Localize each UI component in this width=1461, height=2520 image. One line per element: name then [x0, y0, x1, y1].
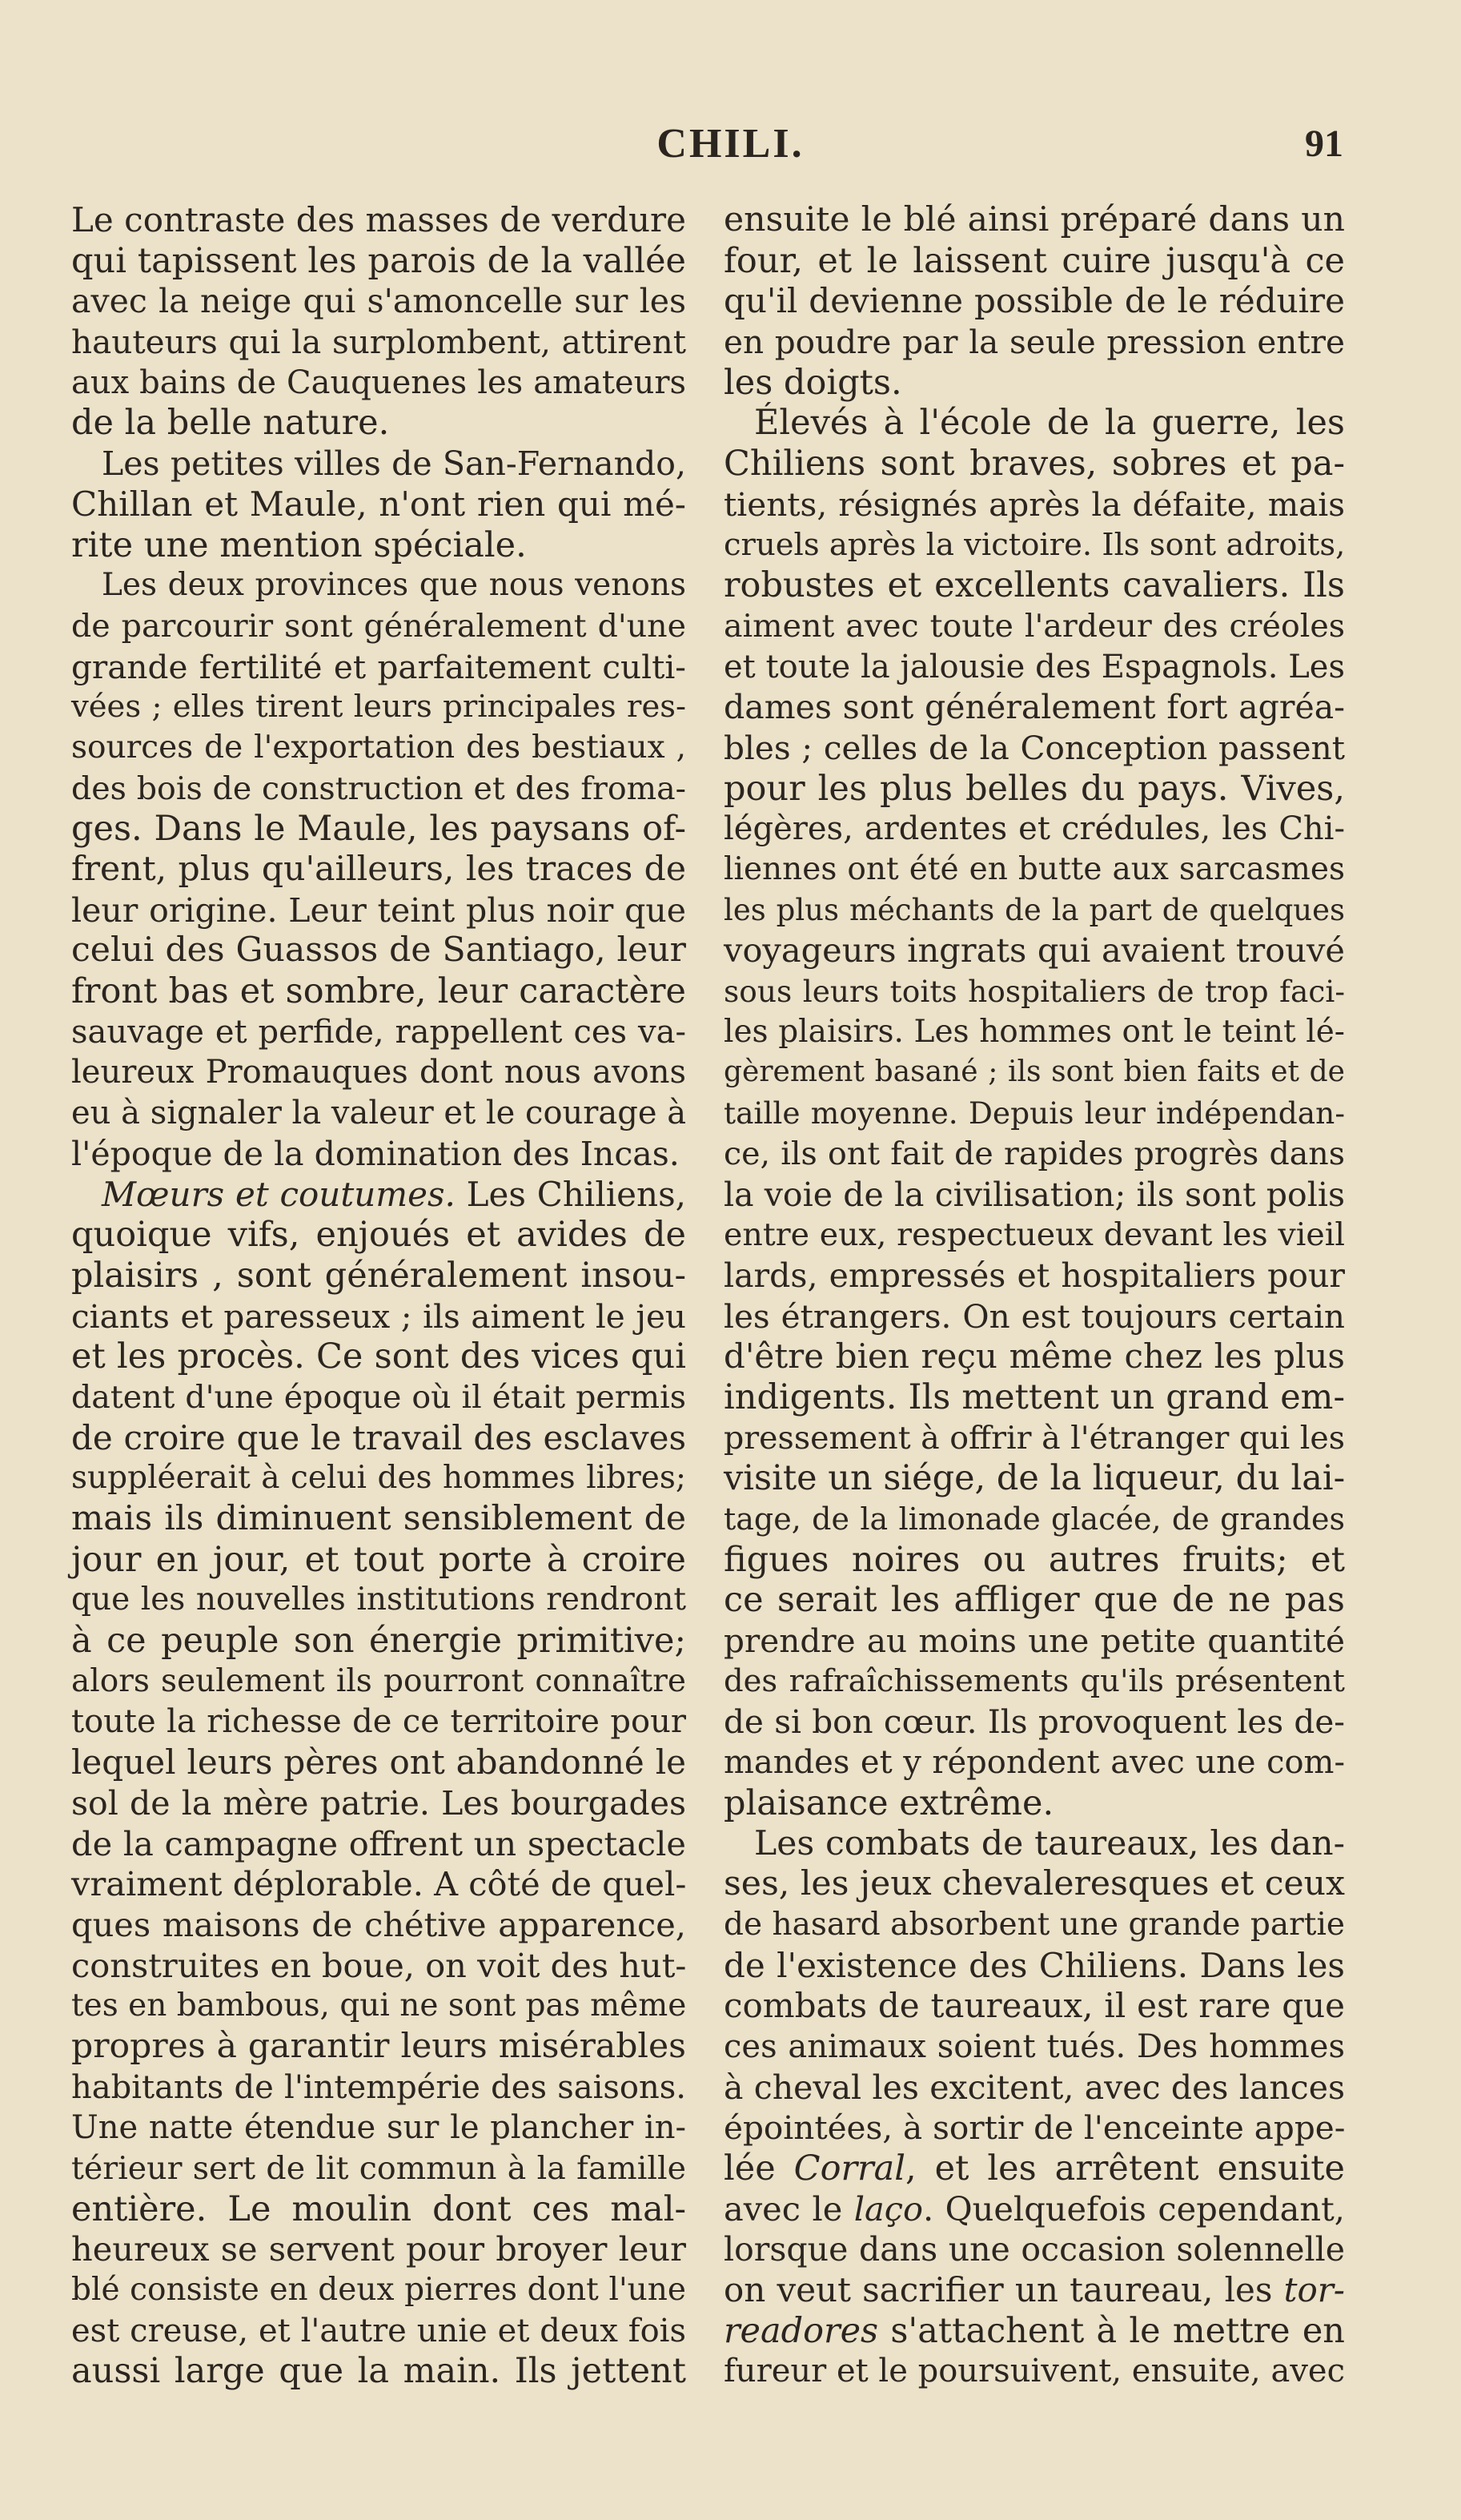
- text-line: on veut sacrifier un taureau, les tor-: [724, 2270, 1345, 2310]
- text-line: heureux se servent pour broyer leur: [71, 2229, 686, 2269]
- text-line: plaisirs , sont généralement insou-: [71, 1255, 686, 1296]
- text-line: aiment avec toute l'ardeur des créoles: [724, 607, 1345, 645]
- text-line: qui tapissent les parois de la vallée: [71, 240, 686, 281]
- text-line: gèrement basané ; ils sont bien faits et de: [724, 1055, 1345, 1089]
- text-line: grande fertilité et parfaitement culti-: [71, 647, 686, 686]
- text-line: taille moyenne. Depuis leur indépendan-: [724, 1095, 1345, 1131]
- text-line: entière. Le moulin dont ces mal-: [71, 2188, 686, 2229]
- text-line: visite un siége, de la liqueur, du lai-: [724, 1458, 1346, 1499]
- text-line: est creuse, et l'autre unie et deux fois: [71, 2312, 686, 2349]
- text-line: aux bains de Cauquenes les amateurs: [71, 364, 686, 401]
- text-line: sous leurs toits hospitaliers de trop faci-: [724, 974, 1345, 1010]
- text-line: les plaisirs. Les hommes ont le teint lé-: [724, 1013, 1345, 1050]
- text-line: front bas et sombre, leur caractère: [71, 971, 686, 1012]
- text-line: dames sont généralement fort agréa-: [724, 688, 1345, 727]
- text-line: et toute la jalousie des Espagnols. Les: [724, 648, 1345, 685]
- text-line: des rafraîchissements qu'ils présentent: [724, 1662, 1345, 1699]
- left-column: [71, 200, 686, 2392]
- text-line: Le contraste des masses de verdure: [71, 200, 686, 239]
- text-line: Chiliens sont braves, sobres et pa-: [724, 444, 1345, 484]
- text-line: Une natte étendue sur le plancher in-: [71, 2109, 686, 2147]
- text-line: celui des Guassos de Santiago, leur: [71, 930, 686, 971]
- text-line: de si bon cœur. Ils provoquent les de-: [724, 1702, 1345, 1742]
- text-line: les doigts.: [724, 362, 902, 403]
- text-line: habitants de l'intempérie des saisons.: [71, 2068, 686, 2106]
- text-line: l'époque de la domination des Incas.: [71, 1134, 680, 1173]
- text-line: entre eux, respectueux devant les vieil: [724, 1216, 1345, 1254]
- text-line: à ce peuple son énergie primitive;: [71, 1621, 686, 1662]
- text-line: et les procès. Ce sont des vices qui: [71, 1336, 686, 1377]
- text-line: robustes et excellents cavaliers. Ils: [724, 565, 1345, 606]
- text-line: lée Corral, et les arrêtent ensuite: [724, 2148, 1345, 2188]
- text-line: leur origine. Leur teint plus noir que: [71, 890, 686, 930]
- text-line: alors seulement ils pourront connaître: [71, 1662, 686, 1699]
- page-number: 91: [1305, 123, 1343, 165]
- text-line: pressement à offrir à l'étranger qui les: [724, 1419, 1346, 1457]
- text-line: construites en boue, on voit des hut-: [71, 1945, 687, 1985]
- text-line: ces animaux soient tués. Des hommes: [724, 2028, 1345, 2065]
- text-line: avec la neige qui s'amoncelle sur les: [71, 282, 686, 321]
- text-line: liennes ont été en butte aux sarcasmes: [724, 851, 1345, 887]
- text-line: Chillan et Maule, n'ont rien qui mé-: [71, 484, 686, 524]
- text-line: térieur sert de lit commun à la famille: [71, 2150, 686, 2187]
- text-line: jour en jour, et tout porte à croire: [71, 1539, 686, 1580]
- text-line: pour les plus belles du pays. Vives,: [724, 768, 1345, 809]
- text-line: ciants et paresseux ; ils aiment le jeu: [71, 1296, 686, 1336]
- text-line: tes en bambous, qui ne sont pas même: [71, 1987, 687, 2024]
- text-line: lards, empressés et hospitaliers pour: [724, 1256, 1345, 1295]
- text-line: de croire que le travail des esclaves: [71, 1417, 686, 1457]
- text-line: blé consiste en deux pierres dont l'une: [71, 2272, 686, 2309]
- text-line: bles ; celles de la Conception passent: [724, 728, 1345, 767]
- text-line: frent, plus qu'ailleurs, les traces de: [71, 850, 686, 889]
- text-line: Les deux provinces que nous venons: [102, 567, 686, 604]
- text-line: hauteurs qui la surplombent, attirent: [71, 323, 686, 362]
- text-line: rite une mention spéciale.: [71, 524, 527, 565]
- text-line: épointées, à sortir de l'enceinte appe-: [724, 2108, 1346, 2148]
- text-line: sources de l'exportation des bestiaux ,: [71, 729, 686, 766]
- text-line: de l'existence des Chiliens. Dans les: [724, 1945, 1345, 1985]
- text-line: ses, les jeux chevaleresques et ceux: [724, 1864, 1345, 1904]
- text-line: lequel leurs pères ont abandonné le: [71, 1742, 686, 1782]
- text-line: toute la richesse de ce territoire pour: [71, 1703, 686, 1741]
- text-line: avec le laço. Quelquefois cependant,: [724, 2188, 1345, 2229]
- text-line: d'être bien reçu même chez les plus: [724, 1336, 1345, 1377]
- text-line: datent d'une époque où il était permis: [71, 1378, 686, 1416]
- text-line: quoique vifs, enjoués et avides de: [71, 1215, 686, 1256]
- text-line: Les petites villes de San-Fernando,: [102, 444, 686, 484]
- text-line: figues noires ou autres fruits; et: [724, 1539, 1345, 1580]
- text-line: Élevés à l'école de la guerre, les: [754, 403, 1345, 444]
- text-line: suppléerait à celui des hommes libres;: [71, 1460, 686, 1497]
- text-line: de parcourir sont généralement d'une: [71, 607, 686, 645]
- text-line: lorsque dans une occasion solennelle: [724, 2230, 1345, 2269]
- text-line: plaisance extrême.: [724, 1782, 1054, 1823]
- text-line: aussi large que la main. Ils jettent: [71, 2351, 686, 2392]
- text-line: de hasard absorbent une grande partie: [724, 1906, 1345, 1943]
- text-line: tage, de la limonade glacée, de grandes: [724, 1501, 1345, 1537]
- running-header: CHILI.: [656, 121, 805, 167]
- text-line: ce serait les affliger que de ne pas: [724, 1580, 1345, 1621]
- text-line: indigents. Ils mettent un grand em-: [724, 1377, 1345, 1417]
- text-line: légères, ardentes et crédules, les Chi-: [724, 810, 1345, 848]
- text-line: la voie de la civilisation; ils sont polis: [724, 1175, 1345, 1214]
- text-line: sauvage et perfide, rappellent ces va-: [71, 1013, 686, 1051]
- text-line: readores s'attachent à le mettre en: [724, 2310, 1345, 2351]
- text-line: vées ; elles tirent leurs principales res-: [71, 689, 686, 725]
- text-line: cruels après la victoire. Ils sont adroits,: [724, 526, 1346, 563]
- text-line: des bois de construction et des froma-: [71, 770, 686, 807]
- text-line: tients, résignés après la défaite, mais: [724, 484, 1345, 524]
- text-line: ques maisons de chétive apparence,: [71, 1904, 686, 1944]
- text-line: que les nouvelles institutions rendront: [71, 1582, 686, 1618]
- text-line: ce, ils ont fait de rapides progrès dans: [724, 1135, 1345, 1172]
- text-line: à cheval les excitent, avec des lances: [724, 2068, 1345, 2107]
- text-line: Les combats de taureaux, les dan-: [754, 1823, 1345, 1863]
- text-line: vraiment déplorable. A côté de quel-: [71, 1864, 687, 1904]
- right-column: [724, 200, 1345, 2392]
- text-line: combats de taureaux, il est rare que: [724, 1986, 1345, 2026]
- text-line: les étrangers. On est toujours certain: [724, 1296, 1345, 1336]
- text-line: propres à garantir leurs misérables: [71, 2026, 686, 2066]
- text-line: en poudre par la seule pression entre: [724, 323, 1345, 362]
- text-line: de la belle nature.: [71, 403, 390, 444]
- text-line: Mœurs et coutumes. Les Chiliens,: [102, 1174, 686, 1214]
- text-line: ges. Dans le Maule, les paysans of-: [71, 809, 686, 850]
- text-line: prendre au moins une petite quantité: [724, 1622, 1345, 1661]
- text-line: de la campagne offrent un spectacle: [71, 1823, 686, 1863]
- text-line: ensuite le blé ainsi préparé dans un: [724, 200, 1345, 239]
- text-line: fureur et le poursuivent, ensuite, avec: [724, 2353, 1345, 2390]
- text-line: leureux Promauques dont nous avons: [71, 1054, 686, 1091]
- text-line: mandes et y répondent avec une com-: [724, 1744, 1345, 1782]
- text-line: qu'il devienne possible de le réduire: [724, 281, 1345, 321]
- text-line: les plus méchants de la part de quelques: [724, 892, 1345, 927]
- text-line: eu à signaler la valeur et le courage à: [71, 1095, 687, 1132]
- text-line: four, et le laissent cuire jusqu'à ce: [724, 240, 1345, 281]
- text-line: mais ils diminuent sensiblement de: [71, 1499, 686, 1538]
- text-line: sol de la mère patrie. Les bourgades: [71, 1783, 686, 1823]
- text-line: voyageurs ingrats qui avaient trouvé: [724, 930, 1345, 971]
